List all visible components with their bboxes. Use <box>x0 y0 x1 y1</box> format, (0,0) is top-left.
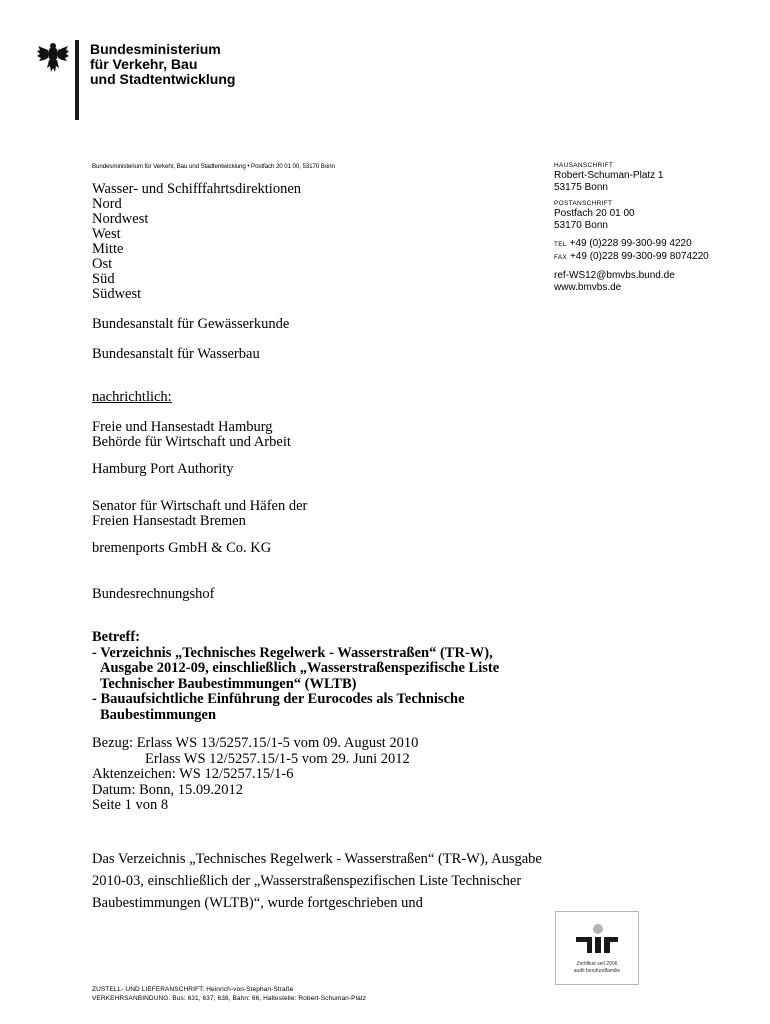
ministry-line-3: und Stadtentwicklung <box>90 71 236 87</box>
bezug-line-1: Bezug: Erlass WS 13/5257.15/1-5 vom 09. August 2010 <box>92 735 419 751</box>
wsd-title: Wasser- und Schifffahrtsdirektionen <box>92 181 302 197</box>
wsd-region-nord: Nord <box>92 196 122 212</box>
federal-eagle-icon <box>36 40 70 76</box>
footer-line-1: ZUSTELL- UND LIEFERANSCHRIFT: Heinrich-von-Stephan-Straße <box>92 986 294 993</box>
subject-item-2: - Bauaufsichtliche Einführung der Eurocodes als Technische Baubestimmungen <box>92 691 465 723</box>
bezug-line-2: Erlass WS 12/5257.15/1-5 vom 29. Juni 2012 <box>145 750 410 767</box>
haus-city: 53175 Bonn <box>554 182 608 193</box>
aktenzeichen: Aktenzeichen: WS 12/5257.15/1-6 <box>92 766 294 782</box>
nachrichtlich-label: nachrichtlich: <box>92 389 172 405</box>
recipient-hamburg-2: Behörde für Wirtschaft und Arbeit <box>92 434 291 450</box>
tel-line <box>554 238 754 251</box>
email-link[interactable]: ref-WS12@bmvbs.bund.de <box>554 270 675 281</box>
fax-line <box>554 251 754 264</box>
wsd-region-nordwest: Nordwest <box>92 211 149 227</box>
recipients-block <box>92 182 532 602</box>
recipient-hpa: Hamburg Port Authority <box>92 461 234 477</box>
web-link[interactable]: www.bmvbs.de <box>554 282 622 293</box>
haus-label: HAUSANSCHRIFT <box>554 162 614 169</box>
fax-number: +49 (0)228 99-300-99 8074220 <box>569 251 709 262</box>
ministry-name <box>90 42 235 87</box>
tel-label: TEL <box>554 241 567 248</box>
post-city: 53170 Bonn <box>554 220 608 231</box>
recipient-bremen-2: Freien Hansestadt Bremen <box>92 513 246 529</box>
recipient-bremenports: bremenports GmbH & Co. KG <box>92 540 272 556</box>
logo-bar <box>75 40 79 120</box>
haus-street: Robert-Schuman-Platz 1 <box>554 170 664 181</box>
recipient-hamburg-1: Freie und Hansestadt Hamburg <box>92 419 273 435</box>
footer <box>92 985 366 1003</box>
fax-label: FAX <box>554 254 568 261</box>
contact-block <box>554 162 754 294</box>
ministry-line-2: für Verkehr, Bau <box>90 56 198 72</box>
wsd-region-suedwest: Südwest <box>92 286 142 302</box>
recipient-brh: Bundesrechnungshof <box>92 586 215 602</box>
wsd-region-ost: Ost <box>92 256 113 272</box>
footer-line-2: VERKEHRSANBINDUNG: Bus: 631, 637, 638, Bahn: 66, Haltestelle: Robert-Schuman-Platz <box>92 995 367 1002</box>
post-label: POSTANSCHRIFT <box>554 200 613 207</box>
recipient-bfg: Bundesanstalt für Gewässerkunde <box>92 316 290 332</box>
subject-label: Betreff: <box>92 629 141 645</box>
page-number: Seite 1 von 8 <box>92 797 169 813</box>
audit-certificate-logo-icon <box>556 912 638 960</box>
reference-block <box>92 736 542 814</box>
recipient-baw: Bundesanstalt für Wasserbau <box>92 346 260 362</box>
certificate-line-1: Zertifikat seit 2006 <box>576 961 618 967</box>
body-paragraph: Das Verzeichnis „Technisches Regelwerk - Wasserstraßen“ (TR-W), Ausgabe 2010-03, einschließlich der „Wasserstraßenspezifischen Liste Technischer Baubestimmungen (WLTB)“, wurde fortgeschrieben und <box>92 851 542 911</box>
subject-block <box>92 630 542 723</box>
tel-number: +49 (0)228 99-300-99 4220 <box>569 238 692 249</box>
post-box: Postfach 20 01 00 <box>554 208 635 219</box>
sender-line: Bundesministerium für Verkehr, Bau und Stadtentwicklung • Postfach 20 01 00, 53170 Bonn <box>92 163 335 170</box>
ministry-line-1: Bundesministerium <box>90 41 221 57</box>
certificate-line-2: audit berufundfamilie <box>573 968 621 974</box>
datum: Datum: Bonn, 15.09.2012 <box>92 781 244 798</box>
recipient-bremen-1: Senator für Wirtschaft und Häfen der <box>92 498 308 514</box>
certificate-badge <box>555 911 639 985</box>
wsd-region-mitte: Mitte <box>92 241 124 257</box>
wsd-region-sued: Süd <box>92 271 115 287</box>
wsd-region-west: West <box>92 226 121 242</box>
subject-item-1: - Verzeichnis „Technisches Regelwerk - Wasserstraßen“ (TR-W), Ausgabe 2012-09, einschließlich „Wasserstraßenspezifische Liste Technischer Baubestimmungen“ (WLTB) <box>92 644 500 692</box>
